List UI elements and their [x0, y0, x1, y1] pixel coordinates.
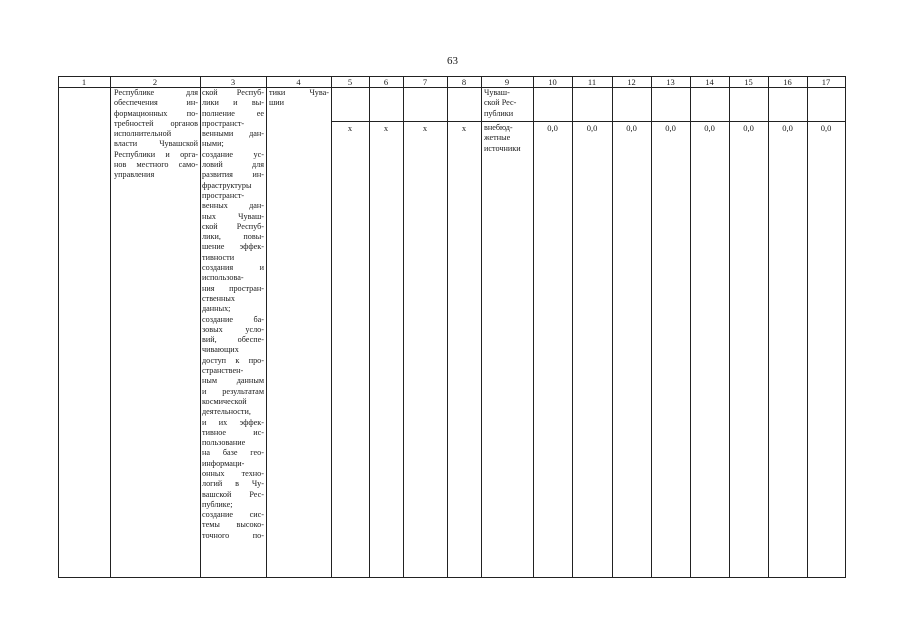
- text-line: жетные: [484, 133, 511, 143]
- text-line: источники: [484, 143, 521, 153]
- text-line: создание ус-: [202, 149, 264, 159]
- text-line: ловий для: [202, 160, 264, 170]
- text-line: ской Респуб-: [202, 88, 264, 97]
- x-mark-col-5: x: [347, 123, 353, 133]
- column-header-13: 13: [666, 77, 675, 87]
- column-header-15: 15: [744, 77, 753, 87]
- text-line: Республики и орга-: [114, 149, 198, 159]
- text-line: создание ба-: [202, 314, 264, 324]
- column-rule: [845, 76, 846, 578]
- text-line: тивное ис-: [202, 427, 264, 437]
- text-line: развития ин-: [202, 170, 264, 180]
- text-line: чивающих: [202, 345, 239, 355]
- value-col-16: 0,0: [782, 123, 793, 133]
- text-line: точного по-: [202, 530, 264, 540]
- value-col-14: 0,0: [704, 123, 715, 133]
- column-rule: [331, 76, 332, 578]
- text-line: публики: [484, 108, 514, 118]
- text-line: Чуваш-: [484, 88, 510, 97]
- text-line: пространст-: [202, 118, 245, 128]
- text-line: публике;: [202, 499, 233, 509]
- text-line: деятельности,: [202, 407, 251, 417]
- column-header-3: 3: [230, 77, 236, 87]
- x-mark-col-8: x: [461, 123, 467, 133]
- value-col-15: 0,0: [743, 123, 754, 133]
- column-header-10: 10: [548, 77, 557, 87]
- text-line: тивности: [202, 252, 235, 262]
- text-line: доступ к про-: [202, 355, 264, 365]
- column-9-text-upper: [484, 88, 532, 119]
- value-col-11: 0,0: [586, 123, 598, 133]
- value-col-13: 0,0: [665, 123, 676, 133]
- text-line: и их эффек-: [202, 417, 264, 427]
- x-mark-col-6: x: [383, 123, 389, 133]
- column-header-14: 14: [705, 77, 714, 87]
- text-line: полнение ее: [202, 108, 264, 118]
- column-header-7: 7: [422, 77, 428, 87]
- column-rule: [729, 76, 730, 578]
- text-line: вашской Рес-: [202, 489, 264, 499]
- text-line: пространст-: [202, 190, 245, 200]
- text-line: создания и: [202, 263, 264, 273]
- text-line: власти Чувашской: [114, 139, 198, 149]
- text-line: обеспечения ин-: [114, 98, 198, 108]
- text-line: и результатам: [202, 386, 264, 396]
- text-line: исполнительной: [114, 129, 172, 139]
- column-rule: [200, 76, 201, 578]
- text-line: ных Чуваш-: [202, 211, 264, 221]
- column-header-1: 1: [81, 77, 87, 87]
- column-rule: [481, 76, 482, 578]
- column-header-17: 17: [821, 77, 831, 87]
- column-header-9: 9: [504, 77, 510, 87]
- text-line: Республике для: [114, 88, 198, 97]
- text-line: формационных по-: [114, 108, 198, 118]
- text-line: ными;: [202, 139, 224, 149]
- column-rule: [807, 76, 808, 578]
- text-line: пользование: [202, 438, 246, 448]
- value-col-17: 0,0: [820, 123, 832, 133]
- column-3-text: [202, 88, 264, 541]
- column-rule: [266, 76, 267, 578]
- x-mark-col-7: x: [422, 123, 428, 133]
- text-line: тики Чува-: [269, 88, 329, 97]
- text-line: онных техно-: [202, 468, 264, 478]
- text-line: венными дан-: [202, 129, 264, 139]
- text-line: ской Рес-: [484, 98, 517, 108]
- column-header-12: 12: [627, 77, 636, 87]
- text-line: вий, обеспе-: [202, 335, 264, 345]
- text-line: зовых усло-: [202, 324, 264, 334]
- text-line: фраструктуры: [202, 180, 252, 190]
- text-line: темы высоко-: [202, 520, 264, 530]
- column-rule: [447, 76, 448, 578]
- column-header-16: 16: [783, 77, 792, 87]
- text-line: логий в Чу-: [202, 479, 264, 489]
- column-rule: [768, 76, 769, 578]
- column-header-6: 6: [383, 77, 389, 87]
- column-header-5: 5: [347, 77, 353, 87]
- column-rule: [58, 76, 59, 578]
- text-line: лики, повы-: [202, 232, 264, 242]
- column-2-text: [114, 88, 198, 181]
- text-line: космической: [202, 396, 247, 406]
- column-rule: [612, 76, 613, 578]
- text-line: венных дан-: [202, 201, 264, 211]
- column-header-4: 4: [296, 77, 301, 87]
- column-rule: [690, 76, 691, 578]
- column-rule: [403, 76, 404, 578]
- column-rule: [369, 76, 370, 578]
- column-rule: [651, 76, 652, 578]
- text-line: лики и вы-: [202, 98, 264, 108]
- text-line: данных;: [202, 304, 231, 314]
- column-header-2: 2: [152, 77, 158, 87]
- column-4-text: [269, 88, 329, 109]
- column-rule: [572, 76, 573, 578]
- text-line: использова-: [202, 273, 244, 283]
- text-line: ния простран-: [202, 283, 264, 293]
- text-line: странствен-: [202, 366, 244, 376]
- text-line: на базе гео-: [202, 448, 264, 458]
- value-col-10: 0,0: [547, 123, 558, 133]
- text-line: внебюд-: [484, 123, 513, 132]
- text-line: требностей органов: [114, 118, 198, 128]
- table-bottom-border: [58, 577, 846, 578]
- budget-table: [58, 76, 846, 578]
- page-number: 63: [447, 55, 458, 67]
- text-line: управления: [114, 170, 155, 180]
- text-line: шение эффек-: [202, 242, 264, 252]
- value-col-12: 0,0: [626, 123, 637, 133]
- column-header-8: 8: [461, 77, 467, 87]
- text-line: ственных: [202, 293, 236, 303]
- text-line: информаци-: [202, 458, 245, 468]
- text-line: шии: [269, 98, 285, 108]
- text-line: нов местного само-: [114, 160, 198, 170]
- text-line: ным данным: [202, 376, 264, 386]
- column-9-text-lower: [484, 123, 532, 154]
- text-line: создание сис-: [202, 510, 264, 520]
- column-rule: [110, 76, 111, 578]
- text-line: ской Респуб-: [202, 221, 264, 231]
- column-header-11: 11: [587, 77, 597, 87]
- column-rule: [533, 76, 534, 578]
